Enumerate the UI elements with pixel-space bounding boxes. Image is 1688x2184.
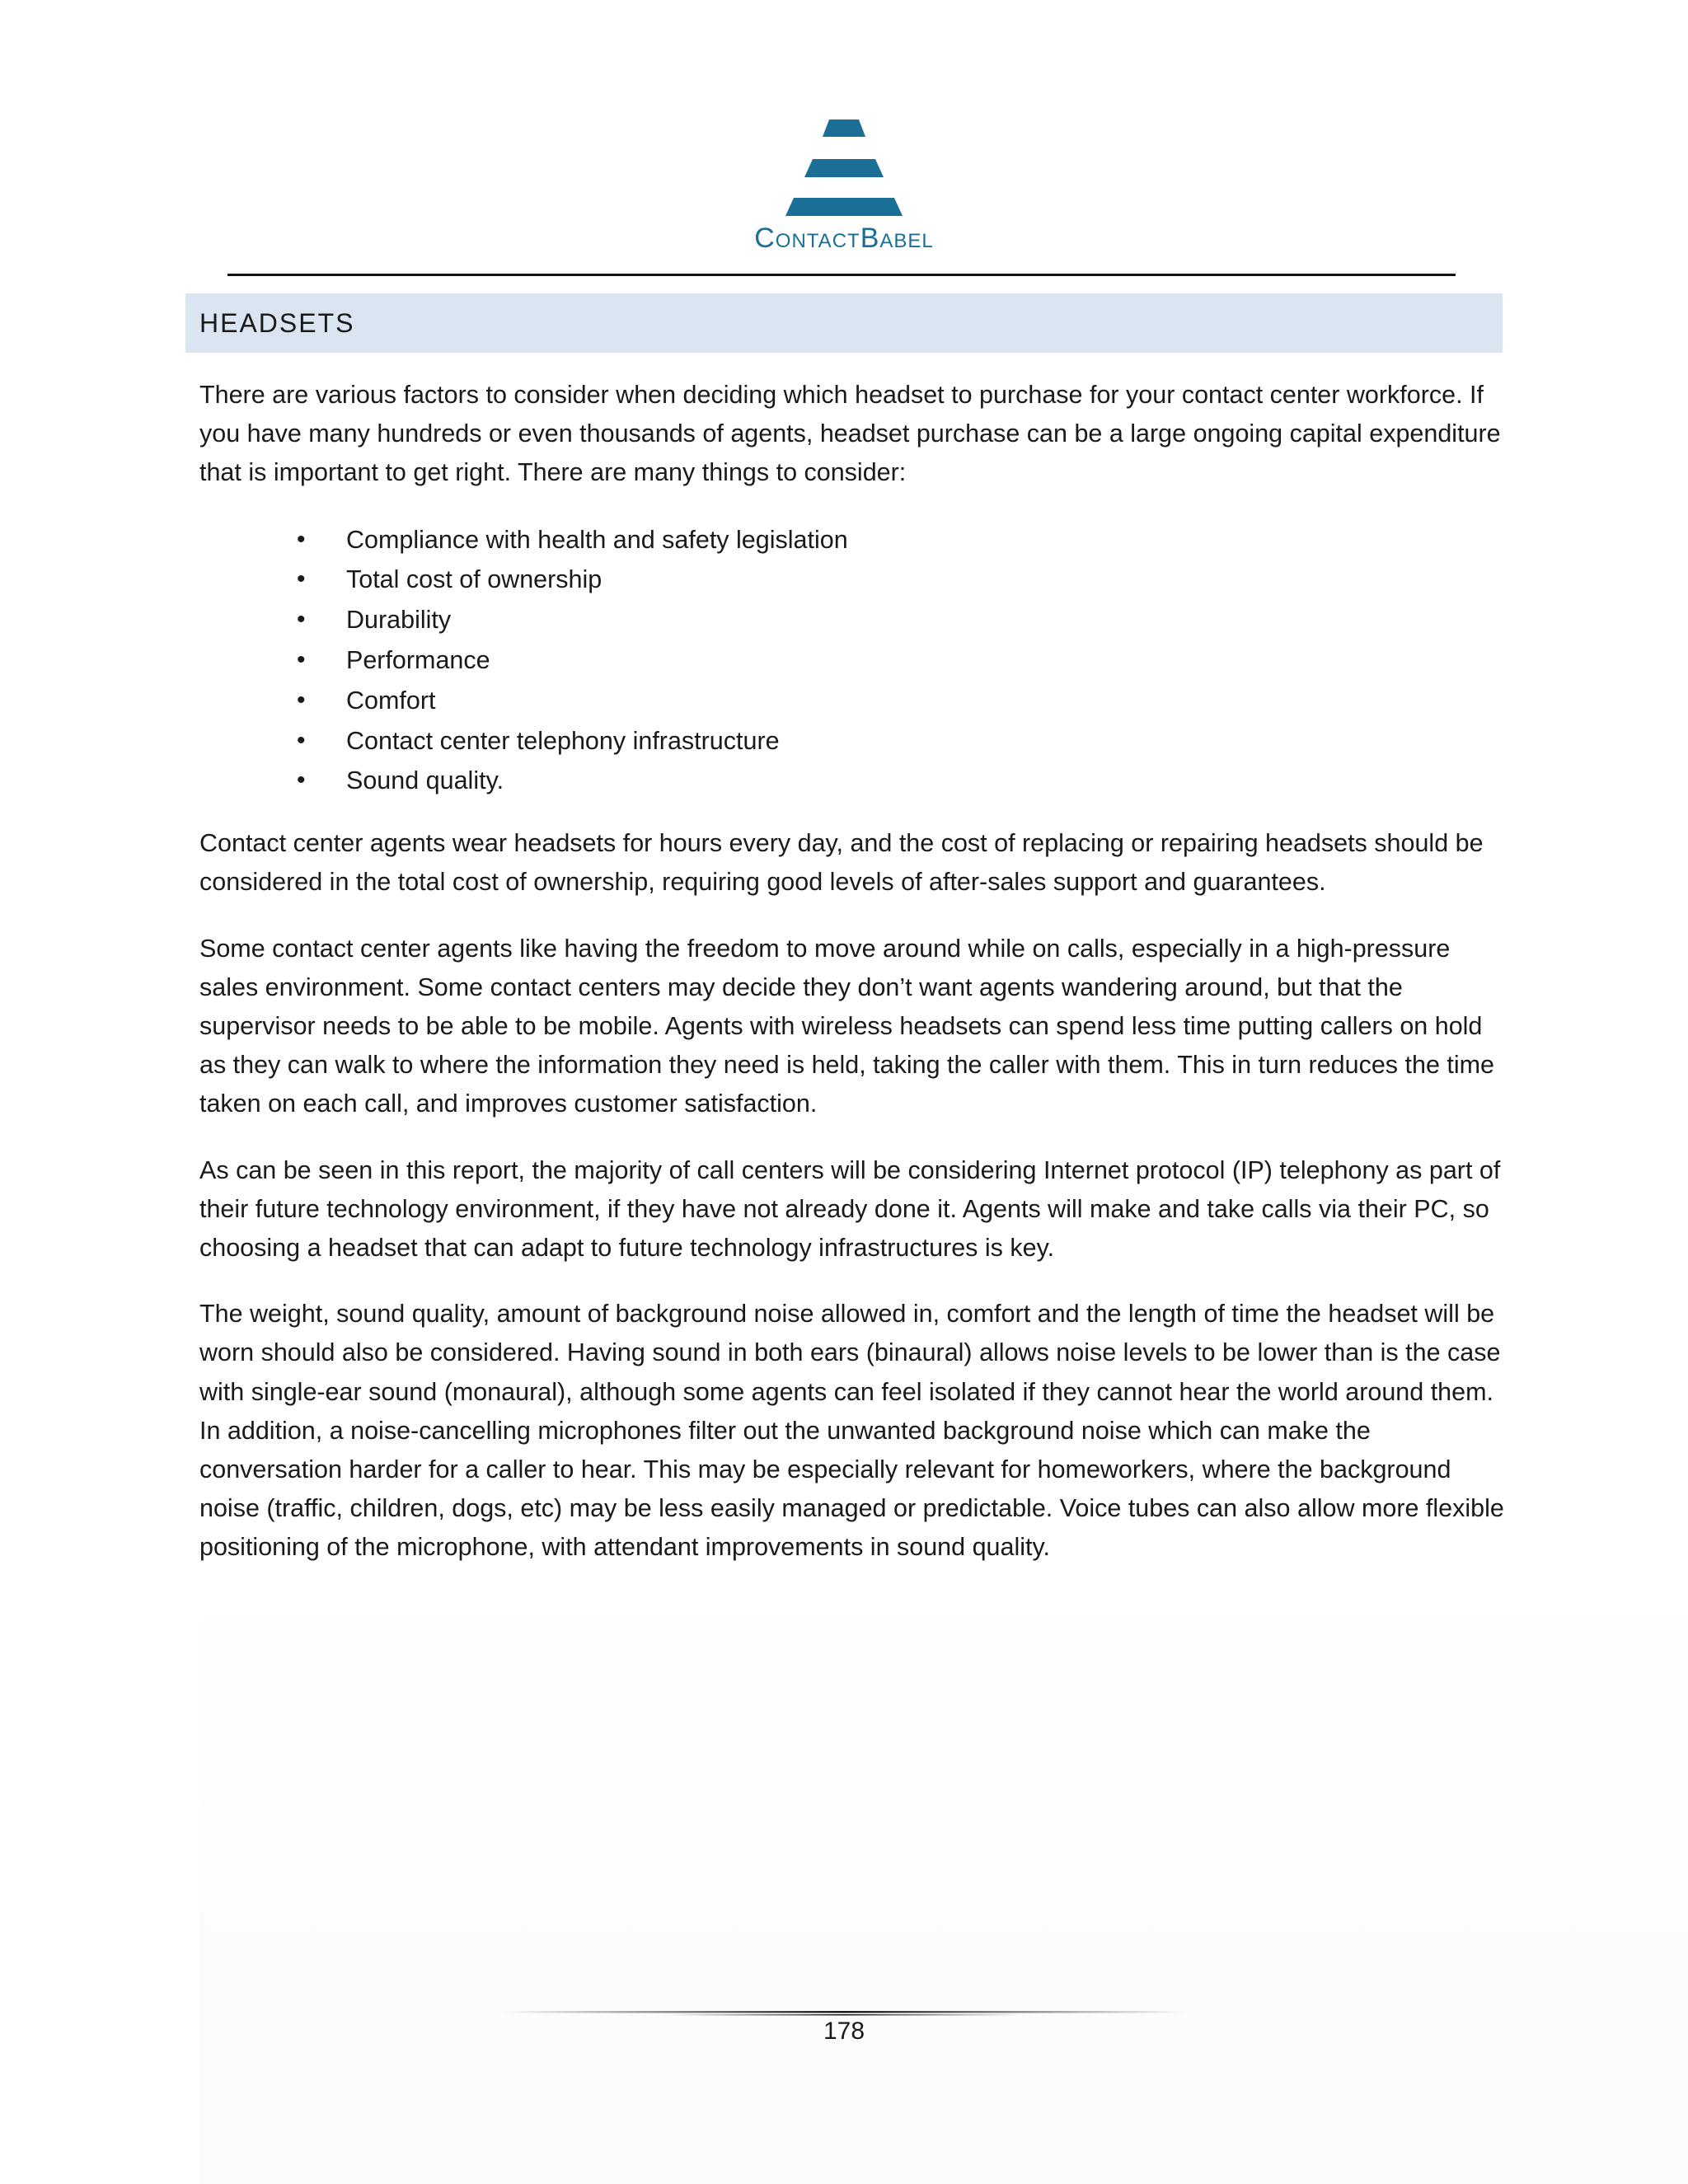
section-title: HEADSETS [199,307,355,338]
body-paragraph: As can be seen in this report, the majority of call centers will be considering Internet protocol (IP) telephony as part of their future technology environment, if they have not already done it. Agents will make and take calls via their PC, so choosing a headset that can adapt to future technology infrastructures is key. [199,1155,1501,1263]
bullet-icon: • [297,525,306,553]
list-item: • Sound quality. [199,761,1506,801]
page-number: 178 [823,2018,865,2045]
footer-divider [501,2009,1187,2018]
bullet-icon: • [297,606,306,634]
list-item: • Total cost of ownership [199,560,1506,600]
list-item: • Contact center telephony infrastructure [199,721,1506,762]
bullet-icon: • [297,646,306,673]
bullet-icon: • [297,686,306,714]
bullet-icon: • [297,565,306,593]
page-background-tint [199,1558,1688,2184]
contactbabel-logo [0,115,1688,255]
list-item: • Performance [199,640,1506,681]
body-content [199,376,1506,1595]
intro-paragraph: There are various factors to consider when deciding which headset to purchase for your contact center workforce. If you have many hundreds or even thousands of agents, headset purchase can be a large ongoing capital expenditure that is important to get right. There are many things to consider: [199,381,1501,487]
body-paragraph: The weight, sound quality, amount of background noise allowed in, comfort and the length of time the headset will be worn should also be considered. Having sound in both ears (binaural) allows noise levels to be lower than is the case with single-ear sound (monaural), although some agents can feel isolated if they cannot hear the world around them. In addition, a noise-cancelling microphones filter out the unwanted background noise which can make the conversation harder for a caller to hear. This may be especially relevant for homeworkers, where the background noise (traffic, children, dogs, etc) may be less easily managed or predictable. Voice tubes can also allow more flexible positioning of the microphone, with attendant improvements in sound quality. [199,1300,1504,1562]
list-item: • Durability [199,600,1506,640]
bullet-icon: • [297,766,306,794]
body-paragraph: Contact center agents wear headsets for hours every day, and the cost of replacing or repairing headsets should be considered in the total cost of ownership, requiring good levels of after-sales support and guarantees. [199,829,1484,897]
section-heading-band [185,293,1503,353]
list-item: • Compliance with health and safety legislation [199,520,1506,560]
list-item: • Comfort [199,681,1506,721]
body-paragraph: Some contact center agents like having the freedom to move around while on calls, especially in a high-pressure sales environment. Some contact centers may decide they don’t want agents wandering around, but that the supervisor needs to be able to be mobile. Agents with wireless headsets can spend less time putting callers on hold as they can walk to where the information they need is held, taking the caller with them. This in turn reduces the time taken on each call, and improves customer satisfaction. [199,934,1495,1118]
pyramid-logo-icon [762,115,926,218]
logo-wordmark: ContactBabel [754,223,934,254]
bullet-icon: • [297,726,306,754]
considerations-list [199,520,1506,802]
header-divider [227,274,1456,276]
